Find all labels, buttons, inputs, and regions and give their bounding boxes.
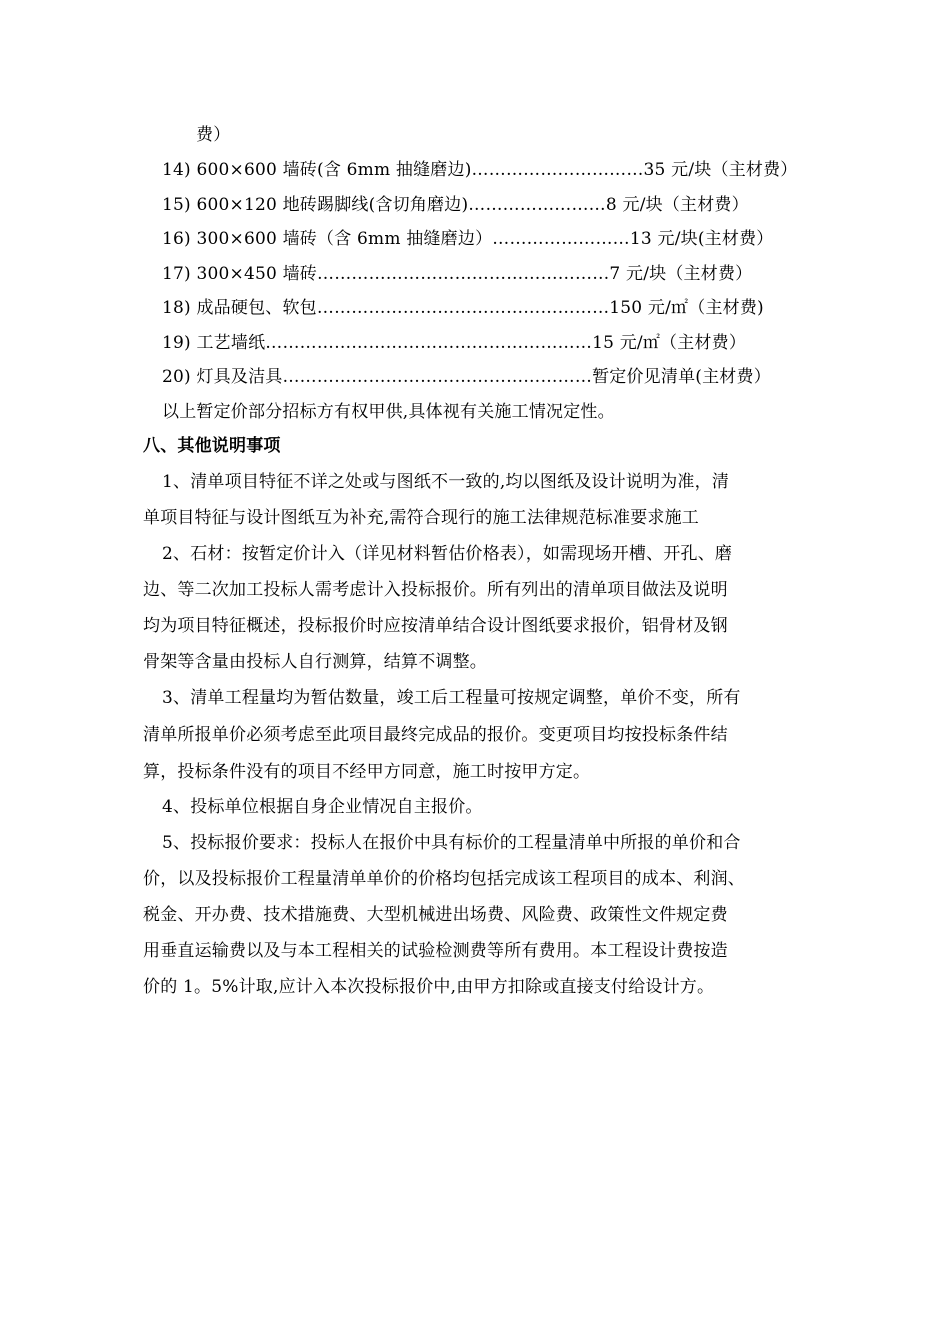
section-paragraph-line: 价，以及投标报价工程量清单单价的价格均包括完成该工程项目的成本、利润、 [143, 869, 745, 889]
section-paragraph-line: 3、清单工程量均为暂估数量，竣工后工程量可按规定调整，单价不变，所有 [162, 688, 741, 708]
price-item-continuation: 费） [196, 125, 231, 145]
section-paragraph-line: 边、等二次加工投标人需考虑计入投标报价。所有列出的清单项目做法及说明 [143, 580, 728, 600]
section-paragraph-line: 骨架等含量由投标人自行测算，结算不调整。 [143, 652, 487, 672]
price-list-note: 以上暂定价部分招标方有权甲供,具体视有关施工情况定性。 [162, 402, 615, 422]
price-item-19: 19) 工艺墙纸…………………………………………………15 元/㎡（主材费） [162, 333, 747, 353]
section-paragraph-line: 清单所报单价必须考虑至此项目最终完成品的报价。变更项目均按投标条件结 [143, 725, 728, 745]
price-item-18: 18) 成品硬包、软包……………………………………………150 元/㎡（主材费) [162, 298, 764, 318]
section-heading: 八、其他说明事项 [143, 436, 281, 456]
section-paragraph-line: 用垂直运输费以及与本工程相关的试验检测费等所有费用。本工程设计费按造 [143, 941, 728, 961]
price-item-20: 20) 灯具及洁具………………………………………………暂定价见清单(主材费） [162, 367, 771, 387]
section-paragraph-line: 均为项目特征概述，投标报价时应按清单结合设计图纸要求报价，铝骨材及钢 [143, 616, 728, 636]
section-paragraph-line: 2、石材：按暂定价计入（详见材料暂估价格表），如需现场开槽、开孔、磨 [162, 544, 733, 564]
section-paragraph-line: 税金、开办费、技术措施费、大型机械进出场费、风险费、政策性文件规定费 [143, 905, 728, 925]
price-item-15: 15) 600×120 地砖踢脚线(含切角磨边)……………………8 元/块（主材费） [162, 195, 749, 215]
price-item-14: 14) 600×600 墙砖(含 6mm 抽缝磨边)…………………………35 元/块（主材费） [162, 160, 798, 180]
section-paragraph-line: 价的 1。5%计取,应计入本次投标报价中,由甲方扣除或直接支付给设计方。 [143, 977, 715, 997]
section-paragraph-line: 1、清单项目特征不详之处或与图纸不一致的,均以图纸及设计说明为准，清 [162, 472, 730, 492]
section-paragraph-line: 4、投标单位根据自身企业情况自主报价。 [162, 797, 483, 817]
section-paragraph-line: 5、投标报价要求：投标人在报价中具有标价的工程量清单中所报的单价和合 [162, 833, 741, 853]
price-item-16: 16) 300×600 墙砖（含 6mm 抽缝磨边）……………………13 元/块(主材费） [162, 229, 774, 249]
price-item-17: 17) 300×450 墙砖……………………………………………7 元/块（主材费） [162, 264, 753, 284]
section-paragraph-line: 算，投标条件没有的项目不经甲方同意，施工时按甲方定。 [143, 762, 591, 782]
section-paragraph-line: 单项目特征与设计图纸互为补充,需符合现行的施工法律规范标准要求施工 [143, 508, 700, 528]
